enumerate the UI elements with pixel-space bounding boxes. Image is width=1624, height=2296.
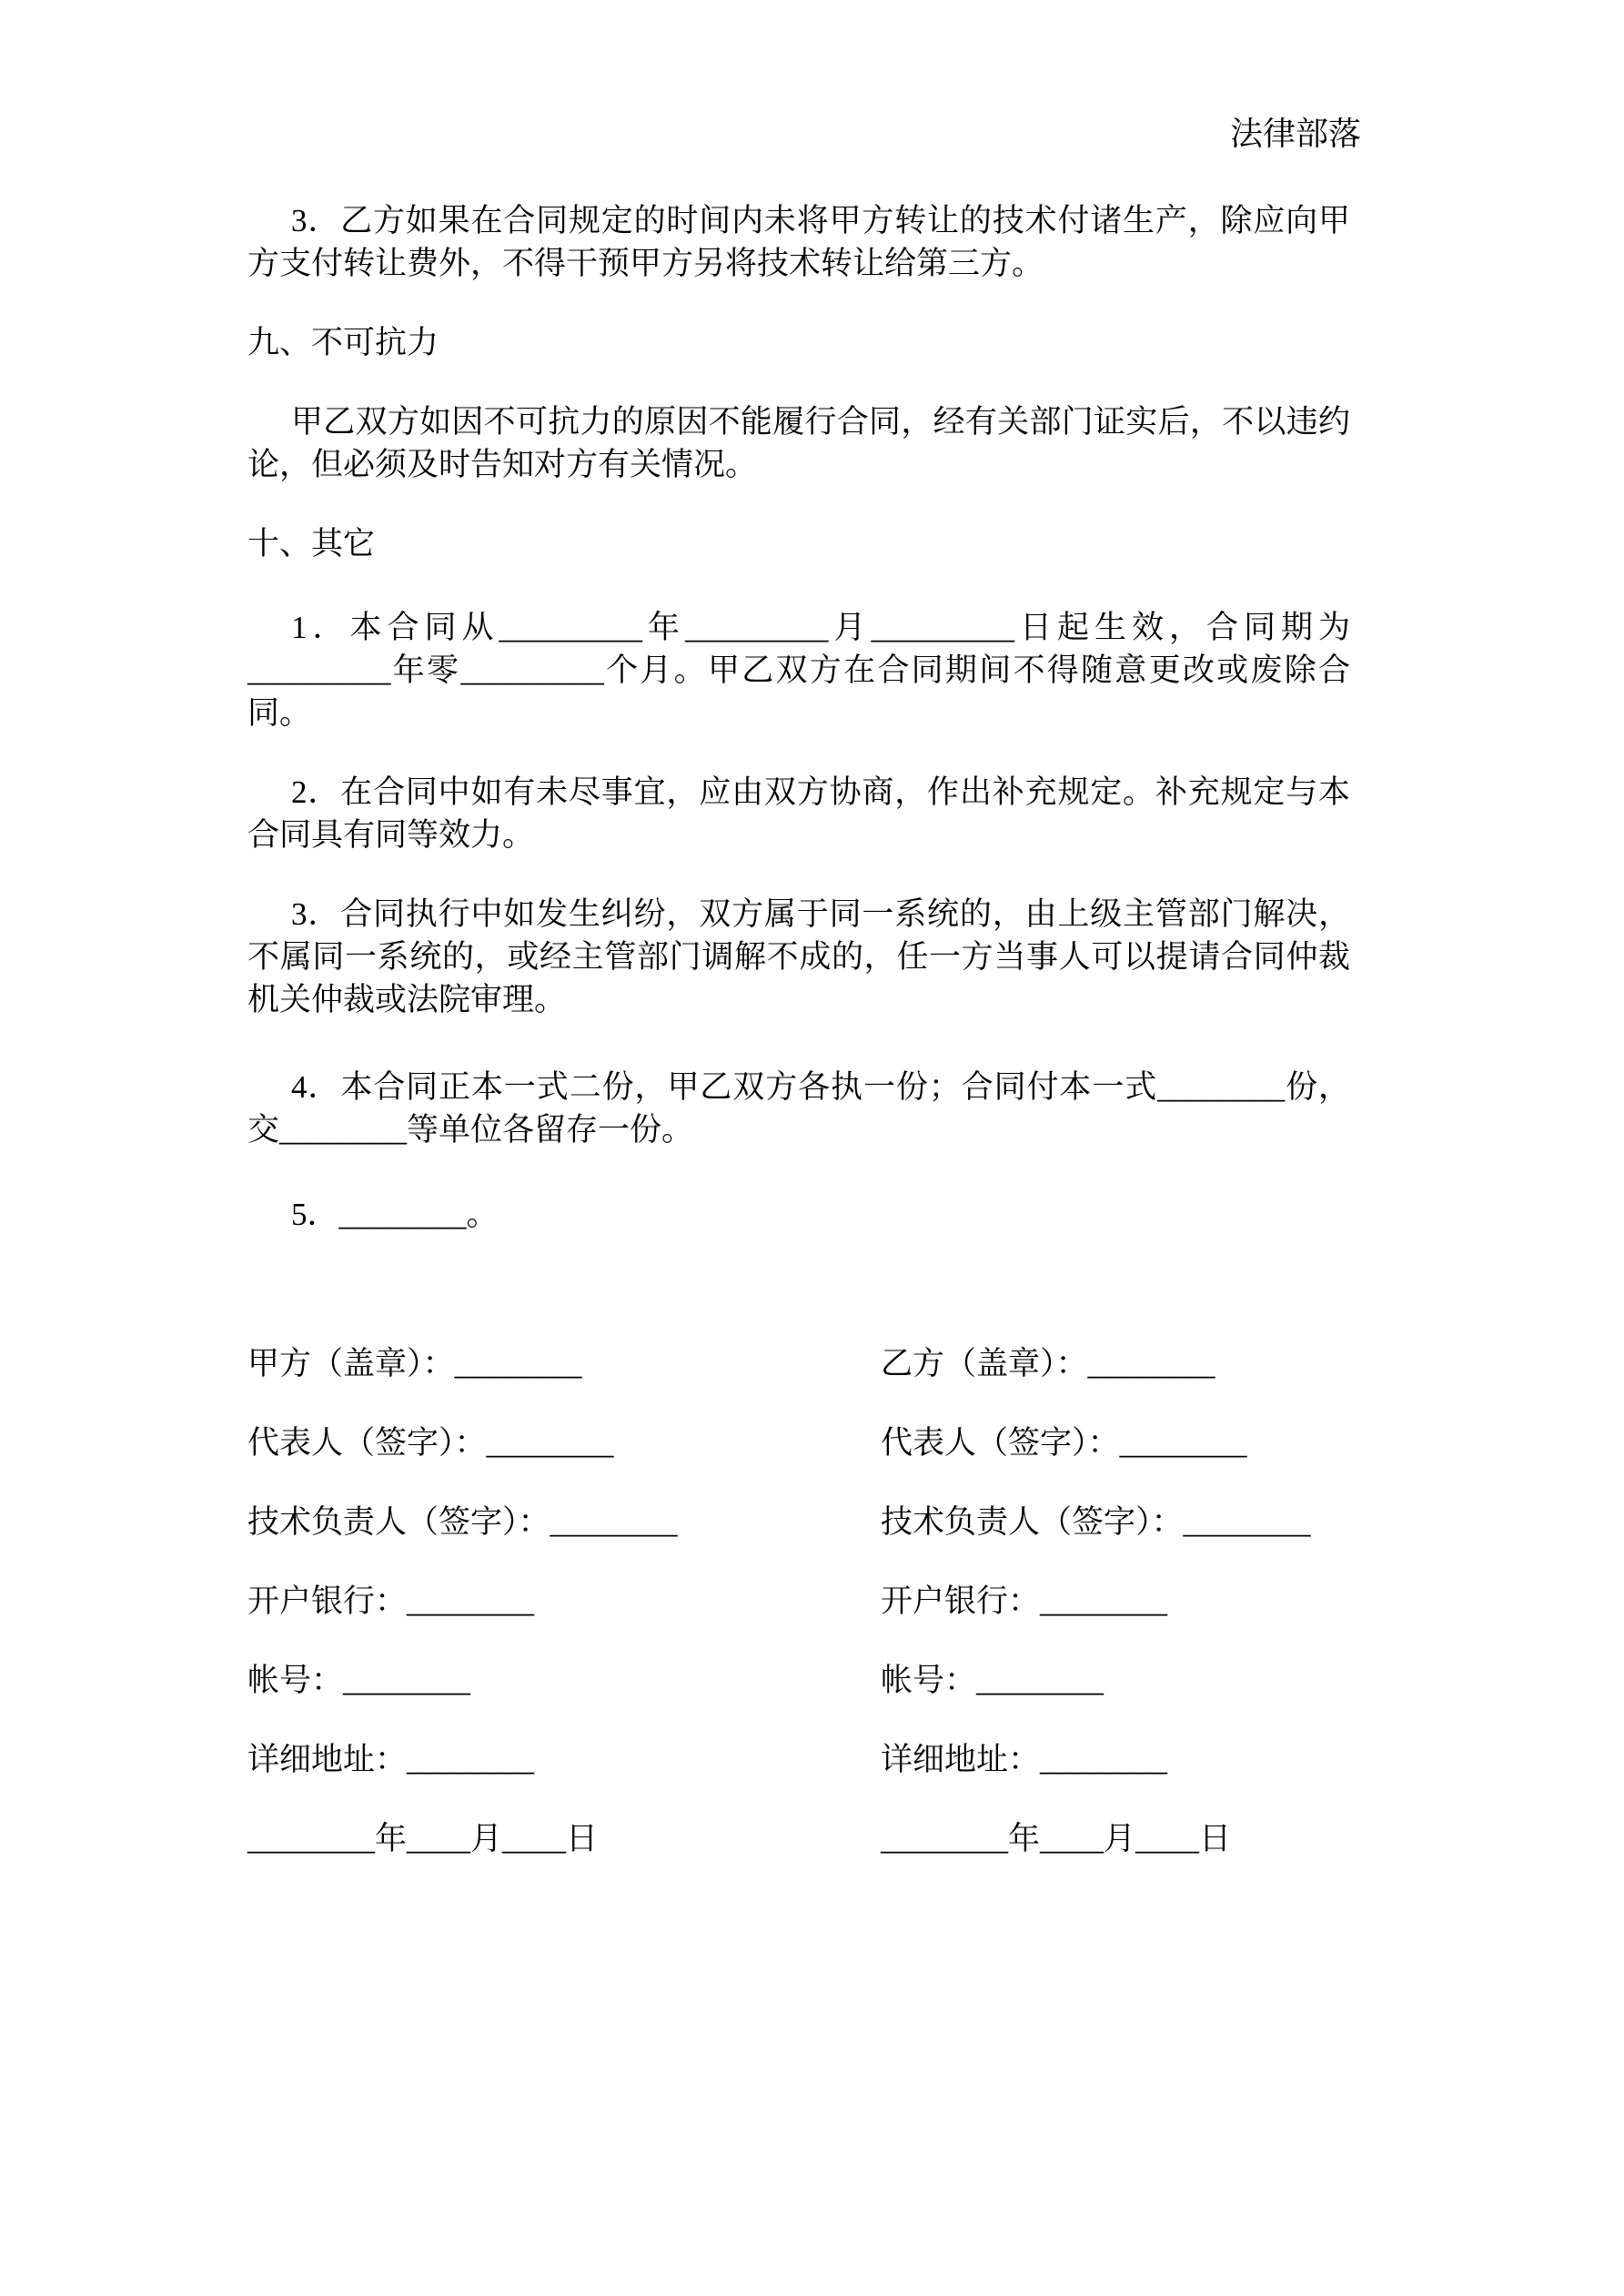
section-9-paragraph: 甲乙双方如因不可抗力的原因不能履行合同，经有关部门证实后，不以违约论，但必须及时告知对方有关情况。 <box>247 404 1350 482</box>
party-b-date-line: ________年____月____日 <box>881 1821 1232 1856</box>
party-a-seal-line: 甲方（盖章）：________ <box>247 1346 582 1381</box>
signature-block <box>247 1342 1350 1860</box>
party-b-account-line: 帐号：________ <box>881 1663 1105 1698</box>
site-brand: 法律部落 <box>1230 116 1362 152</box>
party-a-date-line: ________年____月____日 <box>247 1821 599 1856</box>
document-content <box>247 0 1350 1860</box>
party-b-seal-line: 乙方（盖章）：________ <box>881 1346 1215 1381</box>
party-a-representative-line: 代表人（签字）：________ <box>247 1425 614 1461</box>
section-10-item-5: 5．________。 <box>291 1197 499 1232</box>
party-a-tech-lead-line: 技术负责人（签字）：________ <box>247 1504 678 1540</box>
party-a-signature-column <box>247 1342 881 1860</box>
section-9-heading: 九、不可抗力 <box>247 325 439 360</box>
section-10-item-1: 1．本合同从_________年_________月_________日起生效，合同期为_________年零_________个月。甲乙双方在合同期间不得随意更改或废除合同。 <box>247 610 1350 731</box>
section-10-item-3: 3．合同执行中如发生纠纷，双方属于同一系统的，由上级主管部门解决，不属同一系统的，或经主管部门调解不成的，任一方当事人可以提请合同仲裁机关仲裁或法院审理。 <box>247 896 1350 1017</box>
clause-3-paragraph: 3．乙方如果在合同规定的时间内未将甲方转让的技术付诸生产，除应向甲方支付转让费外，不得干预甲方另将技术转让给第三方。 <box>247 203 1350 281</box>
party-a-account-line: 帐号：________ <box>247 1663 471 1698</box>
party-b-bank-line: 开户银行：________ <box>881 1583 1168 1619</box>
party-b-representative-line: 代表人（签字）：________ <box>881 1425 1247 1461</box>
section-10-item-2: 2．在合同中如有未尽事宜，应由双方协商，作出补充规定。补充规定与本合同具有同等效力。 <box>247 774 1350 853</box>
section-10-heading: 十、其它 <box>247 526 376 561</box>
party-b-tech-lead-line: 技术负责人（签字）：________ <box>881 1504 1311 1540</box>
party-a-bank-line: 开户银行：________ <box>247 1583 535 1619</box>
section-10-item-4: 4．本合同正本一式二份，甲乙双方各执一份；合同付本一式________份，交________等单位各留存一份。 <box>247 1069 1350 1148</box>
party-a-address-line: 详细地址：________ <box>247 1742 535 1777</box>
party-b-signature-column <box>881 1342 1350 1860</box>
party-b-address-line: 详细地址：________ <box>881 1742 1168 1777</box>
